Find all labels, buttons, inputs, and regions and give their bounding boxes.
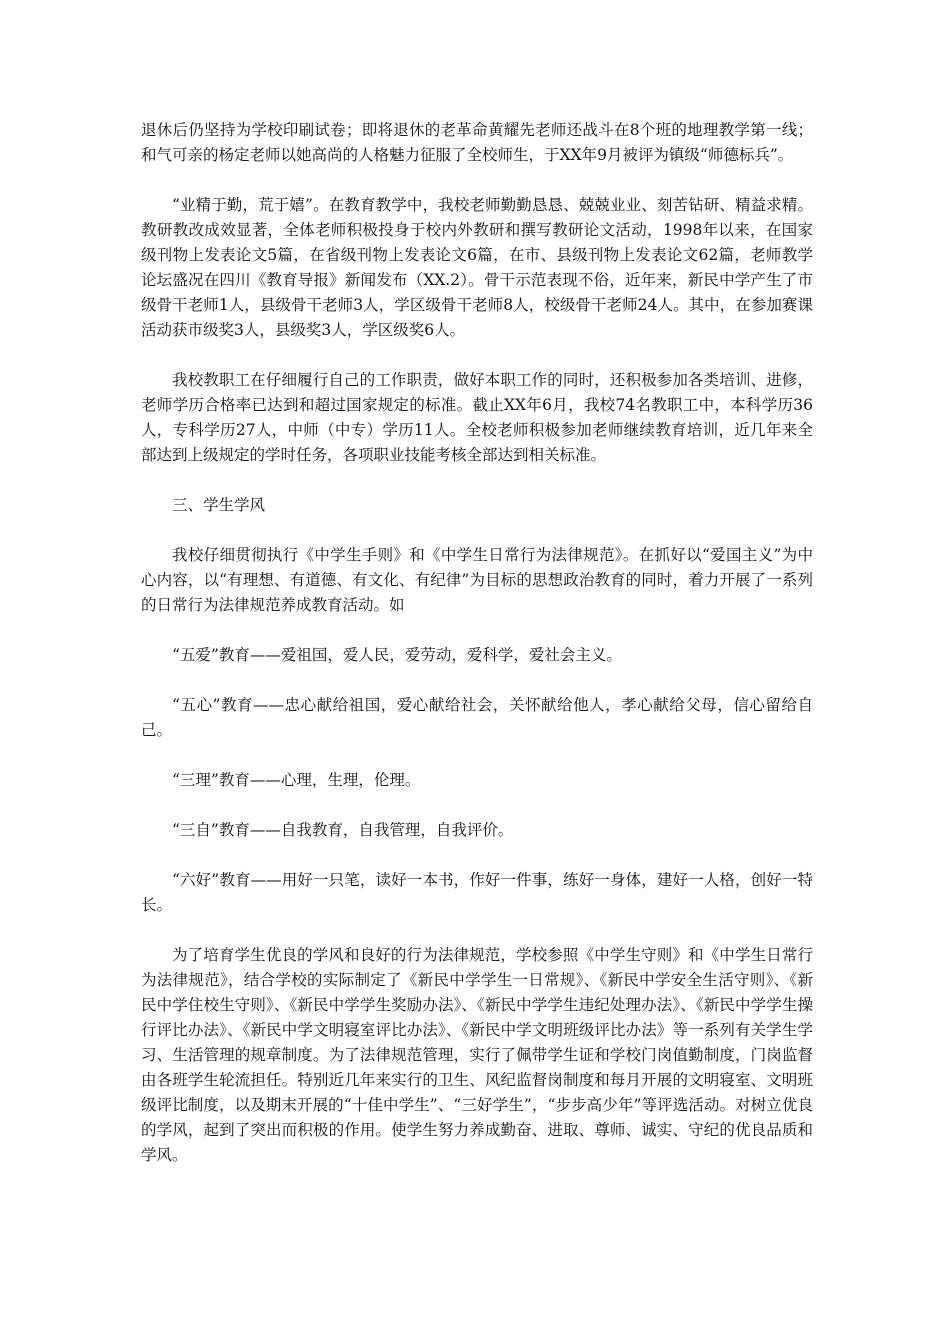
document-body xyxy=(141,118,813,1193)
list-item-six-goods: “六好”教育——用好一只笔，读好一本书，作好一件事，练好一身体，建好一人格，创好一特长。 xyxy=(141,871,813,914)
paragraph-continuation: 退休后仍坚持为学校印刷试卷；即将退休的老革命黄耀先老师还战斗在8个班的地理教学第一线；和气可亲的杨定老师以她高尚的人格魅力征服了全校师生，于XX年9月被评为镇级“师德标兵”。 xyxy=(141,121,813,164)
list-item-three-principles: “三理”教育——心理，生理，伦理。 xyxy=(172,771,421,789)
paragraph-staff-qualifications: 我校教职工在仔细履行自己的工作职责，做好本职工作的同时，还积极参加各类培训、进修，老师学历合格率已达到和超过国家规定的标准。截止XX年6月，我校74名教职工中，本科学历36人，专科学历27人，中师（中专）学历11人。全校老师积极参加老师继续教育培训，近几年来全部达到上级规定的学时任务，各项职业技能考核全部达到相关标准。 xyxy=(141,371,813,464)
list-item-five-hearts: “五心”教育——忠心献给祖国，爱心献给社会，关怀献给他人，孝心献给父母，信心留给自己。 xyxy=(141,696,813,739)
paragraph-study-style-rules: 为了培育学生优良的学风和良好的行为法律规范，学校参照《中学生守则》和《中学生日常行为法律规范》，结合学校的实际制定了《新民中学学生一日常规》、《新民中学安全生活守则》、《新民中学住校生守则》、《新民中学学生奖励办法》、《新民中学学生违纪处理办法》、《新民中学学生操行评比办法》、《新民中学文明寝室评比办法》、《新民中学文明班级评比办法》等一系列有关学生学习、生活管理的规章制度。为了法律规范管理，实行了佩带学生证和学校门岗值勤制度，门岗监督由各班学生轮流担任。特别近几年来实行的卫生、风纪监督岗制度和每月开展的文明寝室、文明班级评比制度，以及期末开展的“十佳中学生”、“三好学生”，“步步高少年”等评选活动。对树立优良的学风，起到了突出而积极的作用。使学生努力养成勤奋、进取、尊师、诚实、守纪的优良品质和学风。 xyxy=(141,946,813,1164)
list-item-five-loves: “五爱”教育——爱祖国，爱人民，爱劳动，爱科学，爱社会主义。 xyxy=(172,646,622,664)
section-heading-student-style: 三、学生学风 xyxy=(172,496,266,514)
paragraph-teaching-research: “业精于勤，荒于嬉”。在教育教学中，我校老师勤勤恳恳、兢兢业业、刻苦钻研、精益求精。教研教改成效显著，全体老师积极投身于校内外教研和撰写教研论文活动，1998年以来，在国家级刊物上发表论文5篇，在省级刊物上发表论文6篇，在市、县级刊物上发表论文62篇，老师教学论坛盛况在四川《教育导报》新闻发布（XX.2）。骨干示范表现不俗，近年来，新民中学产生了市级骨干老师1人，县级骨干老师3人，学区级骨干老师8人，校级骨干老师24人。其中，在参加赛课活动获市级奖3人，县级奖3人，学区级奖6人。 xyxy=(141,196,813,339)
paragraph-regulations-intro: 我校仔细贯彻执行《中学生手则》和《中学生日常行为法律规范》。在抓好以“爱国主义”为中心内容，以“有理想、有道德、有文化、有纪律”为目标的思想政治教育的同时，着力开展了一系列的日常行为法律规范养成教育活动。如 xyxy=(141,546,813,614)
list-item-three-selves: “三自”教育——自我教育，自我管理，自我评价。 xyxy=(172,821,514,839)
